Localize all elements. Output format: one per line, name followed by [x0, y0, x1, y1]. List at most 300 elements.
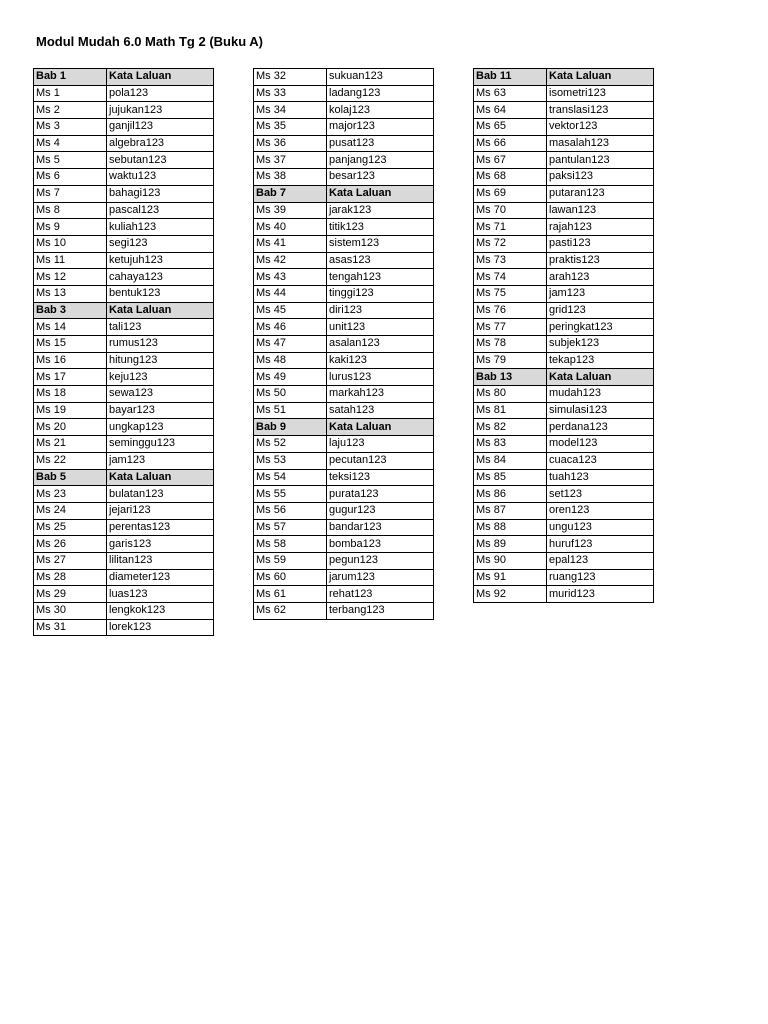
table-row — [254, 135, 434, 152]
password-value: translasi123 — [547, 102, 654, 119]
table-row — [474, 519, 654, 536]
chapter-header-row — [34, 69, 214, 86]
table-row — [474, 452, 654, 469]
page-label: Ms 8 — [34, 202, 107, 219]
page-label: Ms 13 — [34, 285, 107, 302]
password-value: rajah123 — [547, 219, 654, 236]
table-row — [254, 386, 434, 403]
table-row — [474, 352, 654, 369]
table-row — [34, 352, 214, 369]
table-row — [474, 552, 654, 569]
password-value: paksi123 — [547, 169, 654, 186]
password-value: pecutan123 — [327, 452, 434, 469]
table-row — [34, 285, 214, 302]
page-label: Ms 20 — [34, 419, 107, 436]
page-label: Ms 81 — [474, 402, 547, 419]
password-value: luas123 — [107, 586, 214, 603]
page-label: Ms 61 — [254, 586, 327, 603]
password-value: unit123 — [327, 319, 434, 336]
table-row — [34, 519, 214, 536]
page-label: Ms 25 — [34, 519, 107, 536]
table-row — [34, 85, 214, 102]
table-row — [34, 386, 214, 403]
password-value: huruf123 — [547, 536, 654, 553]
page-label: Ms 80 — [474, 386, 547, 403]
table-row — [254, 169, 434, 186]
chapter-label: Bab 1 — [34, 69, 107, 86]
page-label: Ms 45 — [254, 302, 327, 319]
password-value: asas123 — [327, 252, 434, 269]
password-value: sebutan123 — [107, 152, 214, 169]
page-label: Ms 65 — [474, 119, 547, 136]
page-label: Ms 70 — [474, 202, 547, 219]
page-label: Ms 66 — [474, 135, 547, 152]
table-row — [34, 269, 214, 286]
page-label: Ms 84 — [474, 452, 547, 469]
password-value: lilitan123 — [107, 552, 214, 569]
password-value: masalah123 — [547, 135, 654, 152]
password-value: kolaj123 — [327, 102, 434, 119]
password-value: garis123 — [107, 536, 214, 553]
table-row — [254, 235, 434, 252]
password-value: subjek123 — [547, 336, 654, 353]
table-row — [34, 202, 214, 219]
page-label: Ms 49 — [254, 369, 327, 386]
page-label: Ms 29 — [34, 586, 107, 603]
page-label: Ms 10 — [34, 235, 107, 252]
password-value: segi123 — [107, 235, 214, 252]
page-label: Ms 89 — [474, 536, 547, 553]
password-value: diameter123 — [107, 569, 214, 586]
page-label: Ms 90 — [474, 552, 547, 569]
password-value: sukuan123 — [327, 69, 434, 86]
table-row — [254, 302, 434, 319]
page-label: Ms 36 — [254, 135, 327, 152]
table-row — [254, 603, 434, 620]
password-value: tuah123 — [547, 469, 654, 486]
password-value: terbang123 — [327, 603, 434, 620]
table-row — [34, 569, 214, 586]
chapter-header-row — [254, 185, 434, 202]
page-label: Ms 2 — [34, 102, 107, 119]
table-row — [254, 552, 434, 569]
page-label: Ms 62 — [254, 603, 327, 620]
page-label: Ms 9 — [34, 219, 107, 236]
chapter-label: Bab 7 — [254, 185, 327, 202]
table-row — [474, 169, 654, 186]
table-row — [474, 219, 654, 236]
page-label: Ms 78 — [474, 336, 547, 353]
table-row — [34, 119, 214, 136]
password-value: lawan123 — [547, 202, 654, 219]
page-label: Ms 54 — [254, 469, 327, 486]
password-value: ruang123 — [547, 569, 654, 586]
password-value: cuaca123 — [547, 452, 654, 469]
password-value: jam123 — [107, 452, 214, 469]
password-value: lengkok123 — [107, 603, 214, 620]
page-label: Ms 1 — [34, 85, 107, 102]
page-label: Ms 68 — [474, 169, 547, 186]
password-column-header: Kata Laluan — [547, 69, 654, 86]
table-row — [254, 586, 434, 603]
page-label: Ms 47 — [254, 336, 327, 353]
password-value: satah123 — [327, 402, 434, 419]
page-label: Ms 33 — [254, 85, 327, 102]
table-row — [474, 269, 654, 286]
password-value: lurus123 — [327, 369, 434, 386]
table-row — [34, 369, 214, 386]
password-table-2 — [253, 68, 434, 620]
page-label: Ms 86 — [474, 486, 547, 503]
password-value: mudah123 — [547, 386, 654, 403]
table-row — [474, 119, 654, 136]
page-label: Ms 11 — [34, 252, 107, 269]
page-label: Ms 82 — [474, 419, 547, 436]
page-label: Ms 18 — [34, 386, 107, 403]
chapter-label: Bab 3 — [34, 302, 107, 319]
page-label: Ms 56 — [254, 502, 327, 519]
page-label: Ms 34 — [254, 102, 327, 119]
password-value: rumus123 — [107, 336, 214, 353]
password-value: peringkat123 — [547, 319, 654, 336]
password-value: bulatan123 — [107, 486, 214, 503]
password-value: sistem123 — [327, 235, 434, 252]
password-column-header: Kata Laluan — [547, 369, 654, 386]
password-value: pascal123 — [107, 202, 214, 219]
table-row — [474, 469, 654, 486]
page-label: Ms 31 — [34, 619, 107, 636]
table-row — [474, 586, 654, 603]
page-label: Ms 69 — [474, 185, 547, 202]
password-value: ungu123 — [547, 519, 654, 536]
table-row — [254, 269, 434, 286]
page-label: Ms 42 — [254, 252, 327, 269]
page-label: Ms 58 — [254, 536, 327, 553]
table-row — [474, 202, 654, 219]
page-label: Ms 83 — [474, 436, 547, 453]
password-value: lorek123 — [107, 619, 214, 636]
table-row — [254, 285, 434, 302]
table-row — [474, 302, 654, 319]
chapter-label: Bab 9 — [254, 419, 327, 436]
page-label: Ms 22 — [34, 452, 107, 469]
table-row — [254, 102, 434, 119]
page-label: Ms 67 — [474, 152, 547, 169]
table-row — [474, 336, 654, 353]
page-label: Ms 32 — [254, 69, 327, 86]
password-value: kuliah123 — [107, 219, 214, 236]
table-row — [254, 402, 434, 419]
password-value: kaki123 — [327, 352, 434, 369]
table-row — [474, 486, 654, 503]
page-label: Ms 7 — [34, 185, 107, 202]
password-value: grid123 — [547, 302, 654, 319]
page-label: Ms 87 — [474, 502, 547, 519]
page-label: Ms 5 — [34, 152, 107, 169]
page-label: Ms 30 — [34, 603, 107, 620]
password-value: murid123 — [547, 586, 654, 603]
password-value: pantulan123 — [547, 152, 654, 169]
table-row — [34, 402, 214, 419]
chapter-label: Bab 11 — [474, 69, 547, 86]
chapter-header-row — [34, 302, 214, 319]
page-label: Ms 76 — [474, 302, 547, 319]
password-value: bandar123 — [327, 519, 434, 536]
password-value: tinggi123 — [327, 285, 434, 302]
password-value: waktu123 — [107, 169, 214, 186]
table-row — [34, 619, 214, 636]
password-value: simulasi123 — [547, 402, 654, 419]
page-title: Modul Mudah 6.0 Math Tg 2 (Buku A) — [36, 34, 264, 49]
password-value: isometri123 — [547, 85, 654, 102]
table-row — [254, 85, 434, 102]
password-value: keju123 — [107, 369, 214, 386]
password-value: jejari123 — [107, 502, 214, 519]
page-label: Ms 91 — [474, 569, 547, 586]
table-row — [34, 319, 214, 336]
table-row — [254, 219, 434, 236]
password-value: tengah123 — [327, 269, 434, 286]
password-value: model123 — [547, 436, 654, 453]
password-column-header: Kata Laluan — [107, 69, 214, 86]
page-label: Ms 27 — [34, 552, 107, 569]
page-label: Ms 24 — [34, 502, 107, 519]
password-value: praktis123 — [547, 252, 654, 269]
table-row — [474, 319, 654, 336]
table-row — [34, 586, 214, 603]
password-value: epal123 — [547, 552, 654, 569]
page-label: Ms 23 — [34, 486, 107, 503]
table-row — [254, 152, 434, 169]
chapter-header-row — [474, 69, 654, 86]
password-value: laju123 — [327, 436, 434, 453]
page-label: Ms 19 — [34, 402, 107, 419]
table-row — [254, 486, 434, 503]
chapter-header-row — [474, 369, 654, 386]
password-value: algebra123 — [107, 135, 214, 152]
page-label: Ms 38 — [254, 169, 327, 186]
table-row — [474, 436, 654, 453]
table-row — [254, 452, 434, 469]
page-label: Ms 16 — [34, 352, 107, 369]
password-value: bayar123 — [107, 402, 214, 419]
page-label: Ms 72 — [474, 235, 547, 252]
chapter-header-row — [254, 419, 434, 436]
table-row — [34, 152, 214, 169]
password-value: tekap123 — [547, 352, 654, 369]
password-value: bomba123 — [327, 536, 434, 553]
password-value: tali123 — [107, 319, 214, 336]
table-row — [34, 135, 214, 152]
password-value: oren123 — [547, 502, 654, 519]
password-column-header: Kata Laluan — [327, 419, 434, 436]
table-row — [34, 219, 214, 236]
table-row — [474, 252, 654, 269]
page-label: Ms 59 — [254, 552, 327, 569]
table-row — [474, 569, 654, 586]
table-row — [34, 252, 214, 269]
table-row — [474, 419, 654, 436]
page-label: Ms 39 — [254, 202, 327, 219]
page-label: Ms 6 — [34, 169, 107, 186]
password-value: markah123 — [327, 386, 434, 403]
password-value: ketujuh123 — [107, 252, 214, 269]
table-row — [474, 152, 654, 169]
page-label: Ms 46 — [254, 319, 327, 336]
password-value: purata123 — [327, 486, 434, 503]
page-label: Ms 41 — [254, 235, 327, 252]
password-value: panjang123 — [327, 152, 434, 169]
password-value: sewa123 — [107, 386, 214, 403]
table-row — [254, 336, 434, 353]
password-value: bentuk123 — [107, 285, 214, 302]
page-label: Ms 15 — [34, 336, 107, 353]
page-label: Ms 12 — [34, 269, 107, 286]
password-value: cahaya123 — [107, 269, 214, 286]
table-row — [34, 235, 214, 252]
password-value: rehat123 — [327, 586, 434, 603]
table-row — [34, 452, 214, 469]
password-value: bahagi123 — [107, 185, 214, 202]
password-value: vektor123 — [547, 119, 654, 136]
table-row — [34, 102, 214, 119]
password-value: set123 — [547, 486, 654, 503]
table-row — [474, 536, 654, 553]
table-row — [254, 536, 434, 553]
password-value: pola123 — [107, 85, 214, 102]
password-table-1 — [33, 68, 214, 636]
password-column-header: Kata Laluan — [327, 185, 434, 202]
page-label: Ms 73 — [474, 252, 547, 269]
password-value: titik123 — [327, 219, 434, 236]
page-label: Ms 60 — [254, 569, 327, 586]
page-label: Ms 21 — [34, 436, 107, 453]
page-label: Ms 92 — [474, 586, 547, 603]
table-row — [474, 102, 654, 119]
page-label: Ms 55 — [254, 486, 327, 503]
table-row — [254, 436, 434, 453]
page-label: Ms 48 — [254, 352, 327, 369]
table-row — [254, 569, 434, 586]
password-value: perdana123 — [547, 419, 654, 436]
page-label: Ms 14 — [34, 319, 107, 336]
password-value: gugur123 — [327, 502, 434, 519]
table-row — [254, 202, 434, 219]
table-row — [34, 486, 214, 503]
page-label: Ms 52 — [254, 436, 327, 453]
table-row — [254, 119, 434, 136]
password-value: asalan123 — [327, 336, 434, 353]
password-value: jarak123 — [327, 202, 434, 219]
table-row — [254, 519, 434, 536]
table-row — [254, 469, 434, 486]
table-row — [474, 402, 654, 419]
table-row — [34, 536, 214, 553]
table-row — [34, 603, 214, 620]
page-label: Ms 43 — [254, 269, 327, 286]
page-label: Ms 35 — [254, 119, 327, 136]
page-label: Ms 77 — [474, 319, 547, 336]
page-label: Ms 50 — [254, 386, 327, 403]
password-column-header: Kata Laluan — [107, 302, 214, 319]
password-value: putaran123 — [547, 185, 654, 202]
table-row — [474, 502, 654, 519]
password-value: pasti123 — [547, 235, 654, 252]
password-value: hitung123 — [107, 352, 214, 369]
page-label: Ms 64 — [474, 102, 547, 119]
page-label: Ms 28 — [34, 569, 107, 586]
password-value: teksi123 — [327, 469, 434, 486]
table-row — [254, 369, 434, 386]
password-column-header: Kata Laluan — [107, 469, 214, 486]
password-value: seminggu123 — [107, 436, 214, 453]
table-row — [254, 69, 434, 86]
page-label: Ms 51 — [254, 402, 327, 419]
table-row — [474, 135, 654, 152]
table-row — [474, 285, 654, 302]
password-value: jarum123 — [327, 569, 434, 586]
table-row — [254, 352, 434, 369]
page-label: Ms 4 — [34, 135, 107, 152]
page-label: Ms 79 — [474, 352, 547, 369]
page-label: Ms 71 — [474, 219, 547, 236]
page-label: Ms 85 — [474, 469, 547, 486]
table-row — [254, 502, 434, 519]
table-row — [34, 336, 214, 353]
table-row — [34, 419, 214, 436]
table-row — [34, 552, 214, 569]
table-row — [474, 185, 654, 202]
table-row — [34, 436, 214, 453]
table-row — [34, 169, 214, 186]
page-label: Ms 88 — [474, 519, 547, 536]
table-row — [474, 386, 654, 403]
password-value: arah123 — [547, 269, 654, 286]
page-label: Ms 3 — [34, 119, 107, 136]
table-row — [474, 85, 654, 102]
password-value: jam123 — [547, 285, 654, 302]
page-label: Ms 63 — [474, 85, 547, 102]
page-label: Ms 37 — [254, 152, 327, 169]
page-label: Ms 74 — [474, 269, 547, 286]
password-value: jujukan123 — [107, 102, 214, 119]
password-value: diri123 — [327, 302, 434, 319]
table-row — [34, 185, 214, 202]
password-value: ungkap123 — [107, 419, 214, 436]
password-value: major123 — [327, 119, 434, 136]
page-label: Ms 17 — [34, 369, 107, 386]
table-row — [254, 252, 434, 269]
password-value: ladang123 — [327, 85, 434, 102]
chapter-header-row — [34, 469, 214, 486]
password-table-3 — [473, 68, 654, 603]
chapter-label: Bab 5 — [34, 469, 107, 486]
table-row — [34, 502, 214, 519]
page-label: Ms 40 — [254, 219, 327, 236]
chapter-label: Bab 13 — [474, 369, 547, 386]
page-label: Ms 53 — [254, 452, 327, 469]
table-row — [254, 319, 434, 336]
password-value: perentas123 — [107, 519, 214, 536]
table-row — [474, 235, 654, 252]
password-value: pusat123 — [327, 135, 434, 152]
password-value: pegun123 — [327, 552, 434, 569]
password-value: ganjil123 — [107, 119, 214, 136]
password-value: besar123 — [327, 169, 434, 186]
page-label: Ms 75 — [474, 285, 547, 302]
page-label: Ms 26 — [34, 536, 107, 553]
page-label: Ms 44 — [254, 285, 327, 302]
